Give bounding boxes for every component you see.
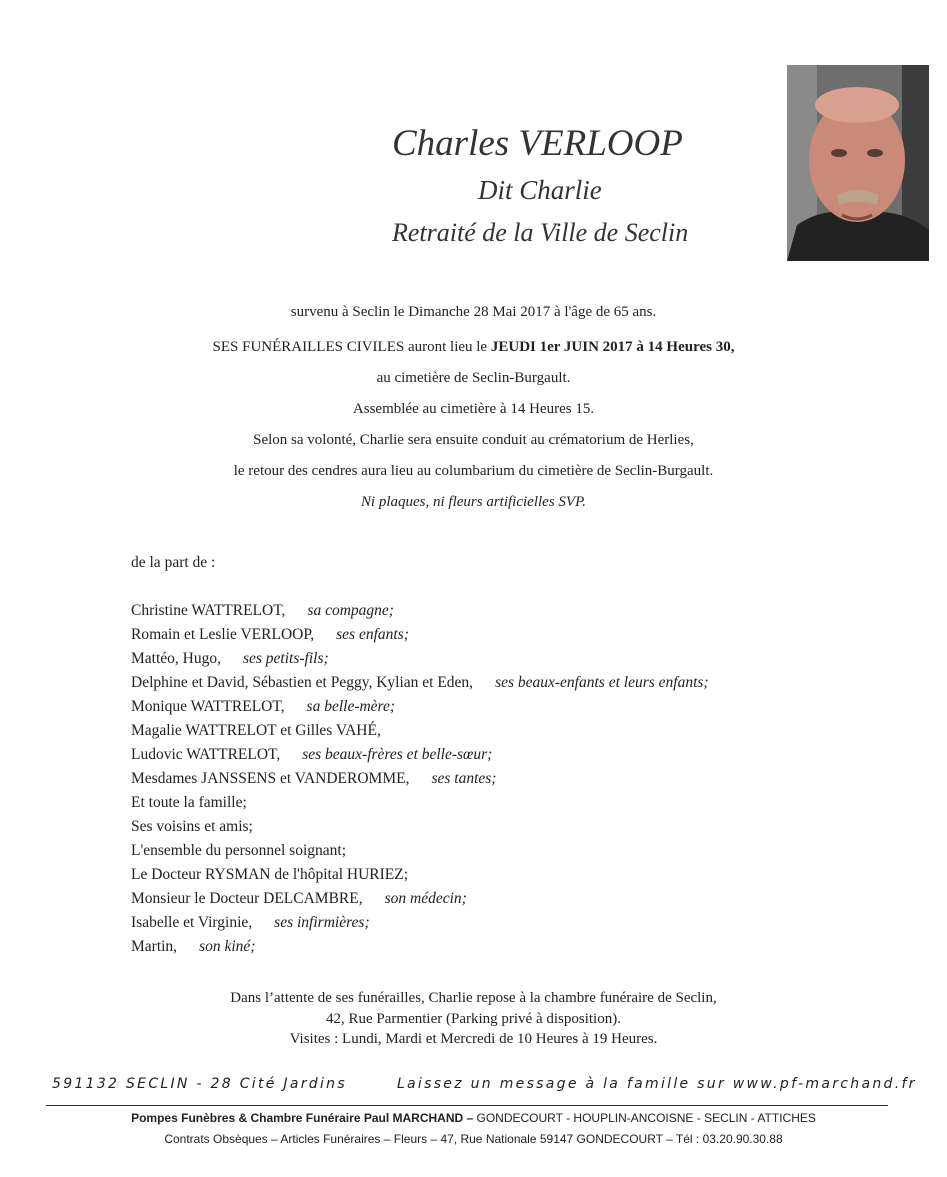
notice-line-4: Assemblée au cimetière à 14 Heures 15. — [352, 401, 595, 417]
family-names: L'ensemble du personnel soignant; — [131, 842, 347, 859]
family-names: Monsieur le Docteur DELCAMBRE, — [131, 890, 363, 907]
viewing-line-1: Dans l’attente de ses funérailles, Charlie repose à la chambre funéraire de Seclin, — [230, 990, 717, 1006]
notice-line-7: Ni plaques, ni fleurs artificielles SVP. — [360, 494, 587, 510]
family-row — [131, 674, 709, 692]
notice-line-3: au cimetière de Seclin-Burgault. — [376, 370, 571, 386]
family-row — [131, 866, 408, 884]
portrait-image — [787, 65, 929, 261]
family-row — [131, 890, 467, 908]
family-relation: son kiné; — [199, 938, 256, 955]
footer-message: Laissez un message à la famille sur www.pf-marchand.fr — [396, 1076, 917, 1092]
family-row — [131, 818, 253, 836]
family-names: Ses voisins et amis; — [131, 818, 253, 835]
family-names: Le Docteur RYSMAN de l'hôpital HURIEZ; — [131, 866, 409, 883]
notice-line-6: le retour des cendres aura lieu au columbarium du cimetière de Seclin-Burgault. — [233, 463, 714, 479]
family-names: Mesdames JANSSENS et VANDEROMME, — [131, 770, 410, 787]
family-row — [131, 650, 329, 668]
portrait-photo — [787, 65, 929, 261]
family-row — [131, 602, 394, 620]
family-names: Et toute la famille; — [131, 794, 247, 811]
family-names: Mattéo, Hugo, — [131, 650, 221, 667]
family-names: Magalie WATTRELOT et Gilles VAHÉ, — [131, 722, 381, 739]
family-row — [131, 938, 255, 956]
deceased-nickname: Dit Charlie — [478, 175, 602, 205]
notice-line-2-prefix: SES FUNÉRAILLES CIVILES auront lieu le — [212, 339, 491, 355]
family-names: Monique WATTRELOT, — [131, 698, 285, 715]
footer-contact-line — [52, 1076, 917, 1092]
family-row — [131, 746, 492, 764]
family-row — [131, 722, 381, 740]
family-relation: sa belle-mère; — [306, 698, 396, 715]
viewing-line-2: 42, Rue Parmentier (Parking privé à disposition). — [326, 1011, 621, 1027]
viewing-line-3: Visites : Lundi, Mardi et Mercredi de 10 Heures à 19 Heures. — [289, 1031, 658, 1047]
notice-line-2 — [0, 339, 947, 356]
notice-line-5: Selon sa volonté, Charlie sera ensuite conduit au crématorium de Herlies, — [253, 432, 694, 448]
family-row — [131, 698, 395, 716]
footer-divider — [46, 1105, 888, 1106]
family-names: Christine WATTRELOT, — [131, 602, 286, 619]
family-relation: ses enfants; — [336, 626, 409, 643]
family-row — [131, 842, 346, 860]
family-names: Romain et Leslie VERLOOP, — [131, 626, 315, 643]
family-relation: ses petits-fils; — [242, 650, 329, 667]
family-relation: ses beaux-enfants et leurs enfants; — [495, 674, 709, 691]
family-row — [131, 914, 370, 932]
deceased-title: Retraité de la Ville de Seclin — [392, 218, 689, 247]
company-contracts: Contrats Obsèques – Articles Funéraires – Fleurs – 47, Rue Nationale 59147 GONDECOURT – Tél : 03.20.90.30.88 — [164, 1132, 783, 1146]
from-label: de la part de : — [131, 554, 216, 571]
deceased-name: Charles VERLOOP — [392, 123, 683, 164]
family-row — [131, 794, 247, 812]
company-towns: GONDECOURT - HOUPLIN-ANCOISNE - SECLIN - ATTICHES — [473, 1111, 816, 1125]
footer-address: 591132 SECLIN - 28 Cité Jardins — [52, 1076, 347, 1092]
family-relation: sa compagne; — [307, 602, 394, 619]
family-relation: son médecin; — [384, 890, 467, 907]
family-relation: ses beaux-frères et belle-sœur; — [302, 746, 493, 763]
family-row — [131, 626, 409, 644]
family-names: Isabelle et Virginie, — [131, 914, 253, 931]
family-row — [131, 770, 496, 788]
notice-line-2-date: JEUDI 1er JUIN 2017 à 14 Heures 30, — [490, 339, 735, 355]
family-names: Delphine et David, Sébastien et Peggy, Kylian et Eden, — [131, 674, 474, 691]
company-name: Pompes Funèbres & Chambre Funéraire Paul MARCHAND – — [131, 1111, 474, 1125]
family-relation: ses tantes; — [431, 770, 497, 787]
company-line — [0, 1111, 947, 1125]
family-names: Ludovic WATTRELOT, — [131, 746, 281, 763]
family-relation: ses infirmières; — [274, 914, 370, 931]
notice-line-1: survenu à Seclin le Dimanche 28 Mai 2017 à l'âge de 65 ans. — [290, 304, 657, 320]
family-names: Martin, — [131, 938, 178, 955]
